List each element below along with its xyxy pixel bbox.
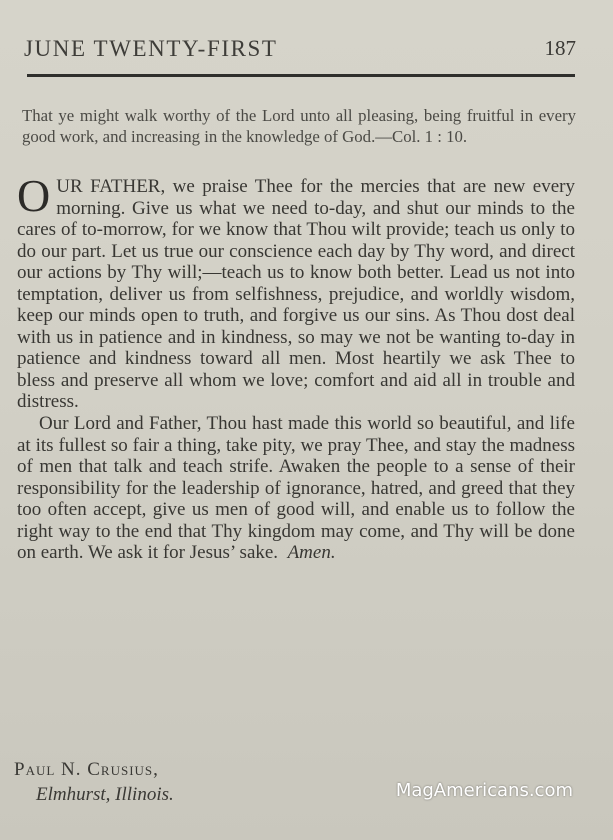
prayer-paragraph-1-text: UR FATHER, we praise Thee for the mercies that are new every morning. Give us what we need to-day, and shut our minds to the cares of to-morrow, for we know that Thou wilt provide; teach us only to do our part. Let us true our conscience each day by Thy word, and direct our actions by Thy will;—teach us to know both better. Lead us not into temptation, deliver us from selfishness, prejudice, and worldly wisdom, keep our minds open to truth, and forgive us our sins. As Thou dost deal with us in patience and in kindness, so may we not be wanting to-day in patience and kindness toward all men. Most heartily we ask Thee to bless and preserve all whom we love; comfort and aid all in trouble and distress. <box>17 176 575 413</box>
scripture-quote: That ye might walk worthy of the Lord unto all pleasing, being fruitful in every good work, and increasing in the knowledge of God.—Col. 1 : 10. <box>22 106 576 146</box>
header-rule <box>27 74 575 77</box>
amen: Amen. <box>287 542 336 564</box>
page-header <box>24 36 576 66</box>
page-number: 187 <box>544 36 576 60</box>
author-location: Elmhurst, Illinois. <box>36 784 174 805</box>
watermark: MagAmericans.com <box>395 780 573 801</box>
prayer-paragraph-1 <box>17 170 575 413</box>
signature <box>14 758 414 808</box>
page-title: JUNE TWENTY-FIRST <box>24 36 278 61</box>
prayer-paragraph-2-text: Our Lord and Father, Thou hast made this world so beautiful, and life at its fullest so fair a thing, take pity, we pray Thee, and stay the madness of men that talk and teach strife. Awaken the people to a sense of their responsibility for the leadership of ignorance, hatred, and greed that they too often accept, give us men of good will, and enable us to follow the right way to the end that Thy kingdom may come, and Thy will be done on earth. We ask it for Jesus’ sake. <box>17 413 575 564</box>
drop-cap: O <box>17 170 51 221</box>
prayer-paragraph-2 <box>17 413 575 564</box>
prayer-body <box>17 170 575 564</box>
author-name: Paul N. Crusius, <box>14 759 159 780</box>
